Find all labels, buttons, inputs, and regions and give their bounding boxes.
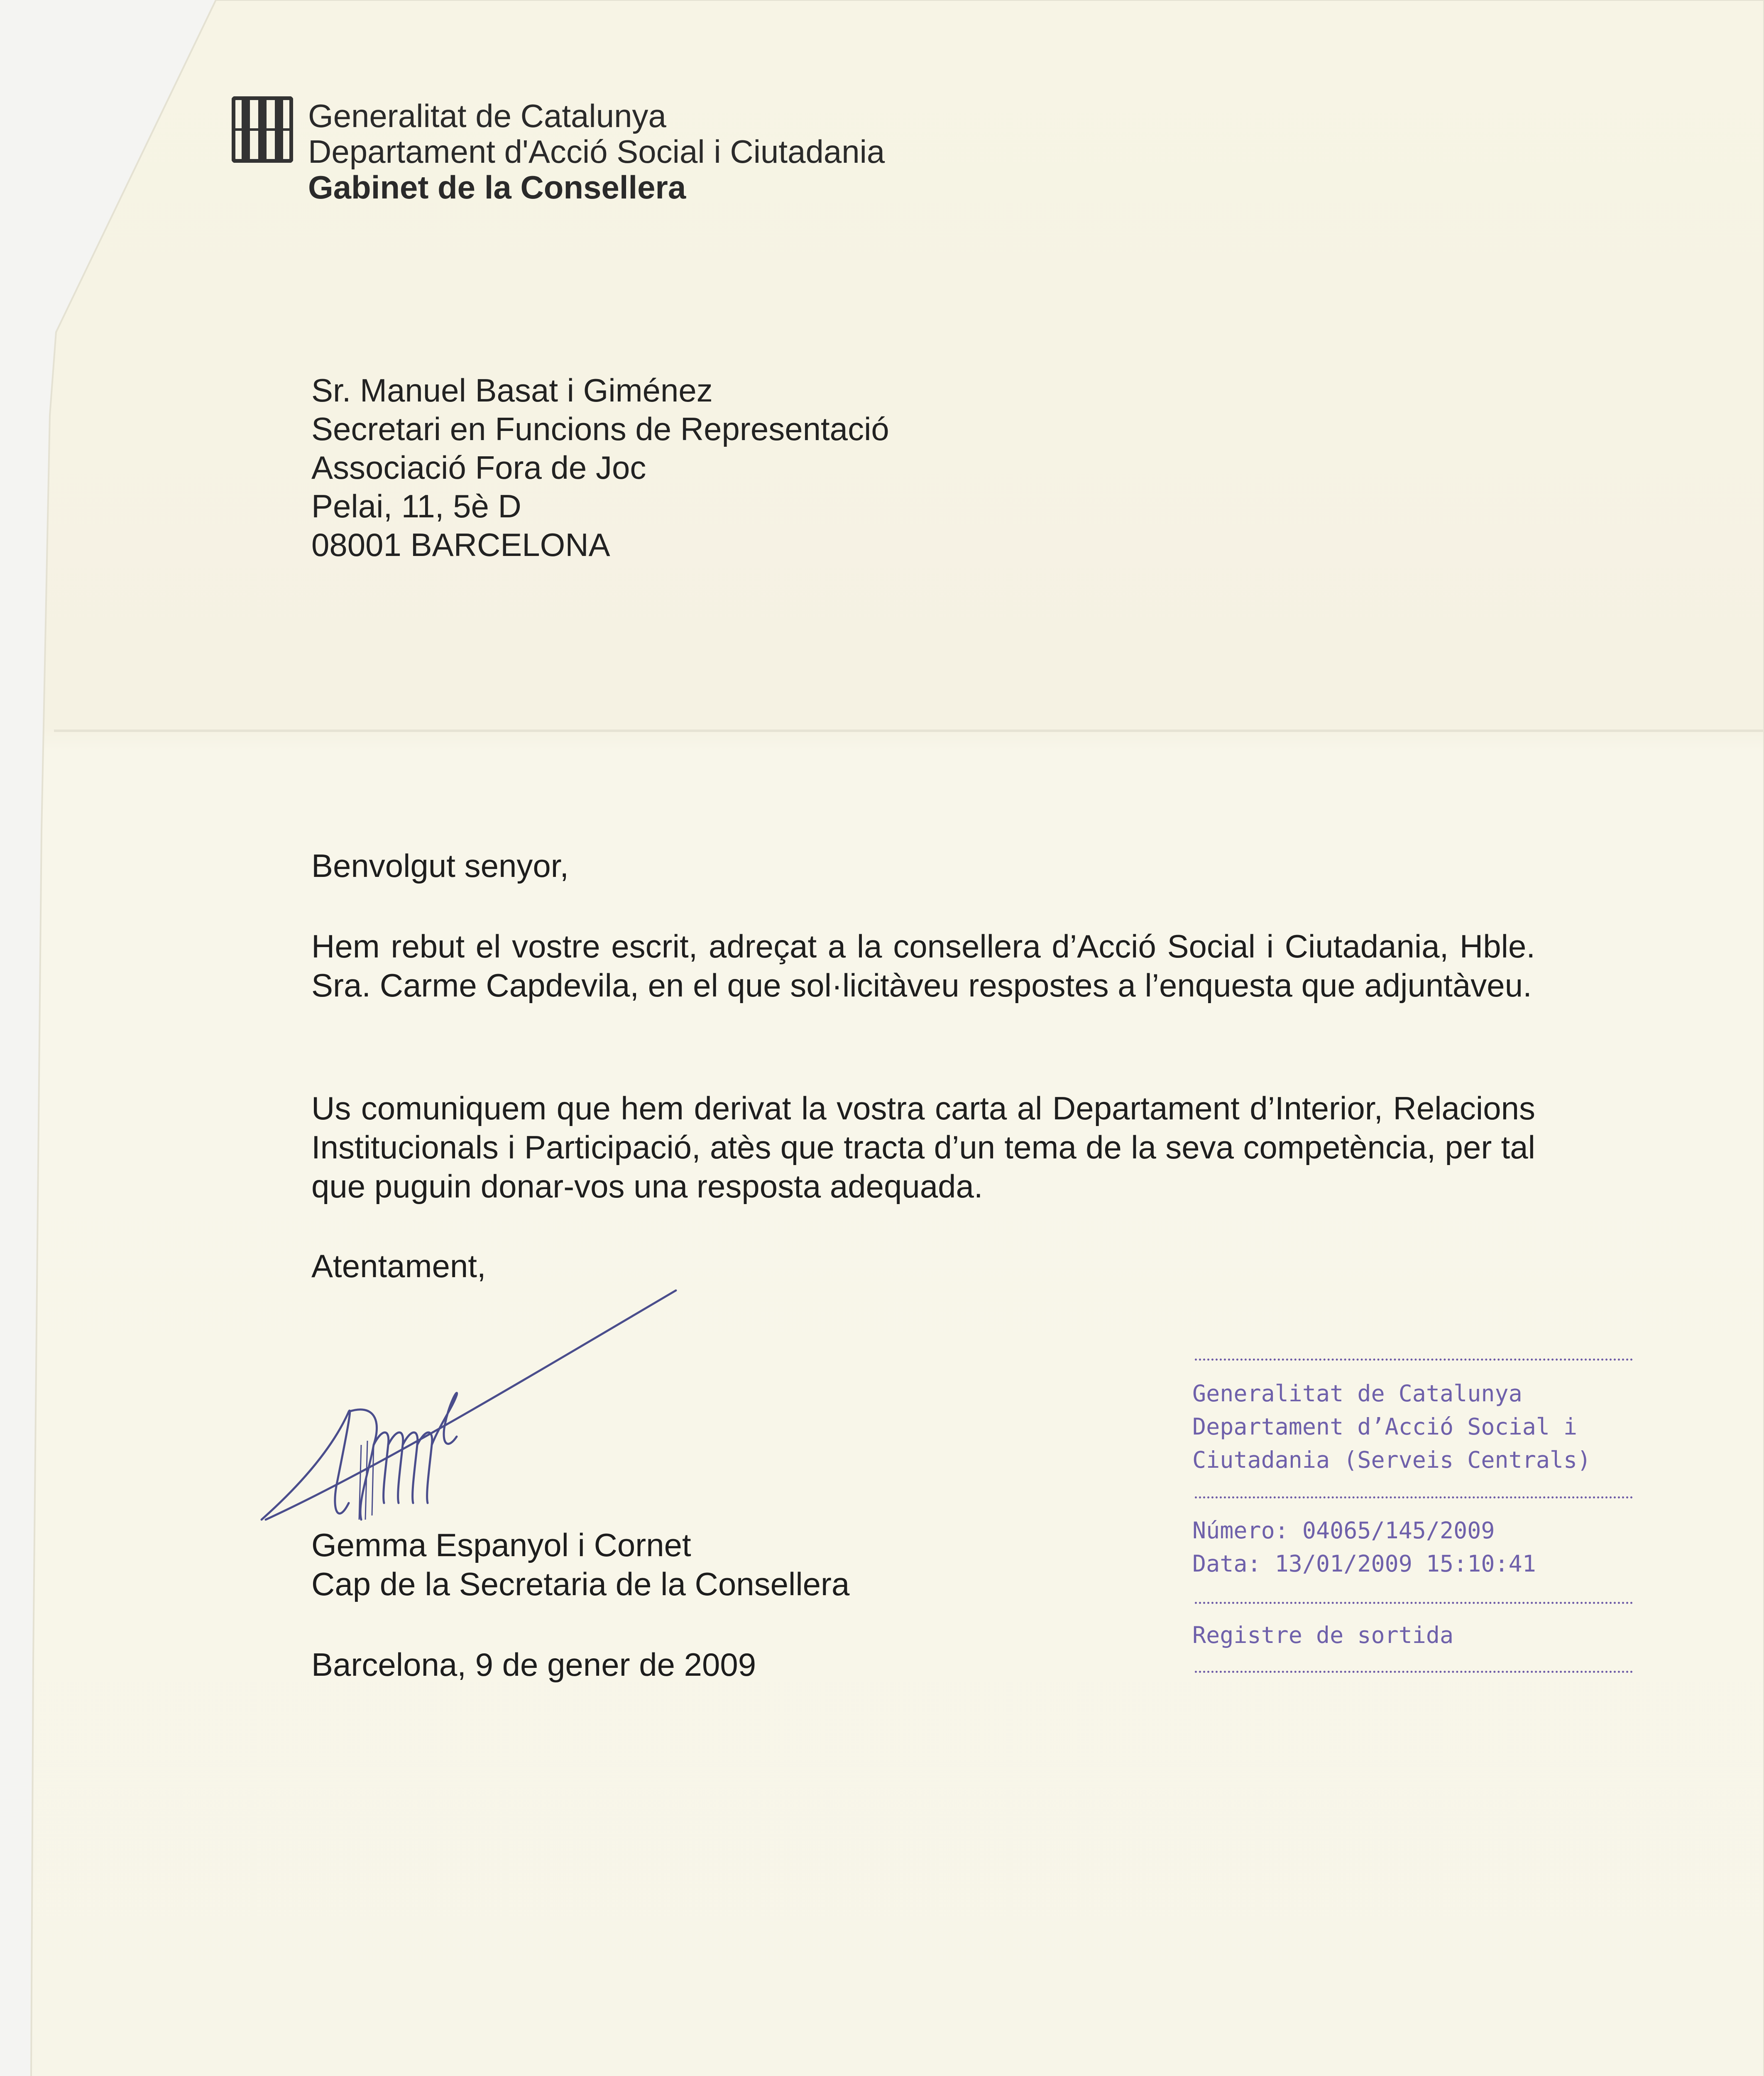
place-date: Barcelona, 9 de gener de 2009 <box>311 1646 756 1683</box>
header-office: Gabinet de la Consellera <box>308 169 686 206</box>
signer-name: Gemma Espanyol i Cornet <box>311 1527 691 1563</box>
header-org-name: Generalitat de Catalunya <box>308 98 666 134</box>
paragraph-1: Hem rebut el vostre escrit, adreçat a la consellera d’Acció Social i Ciutadania, Hble. Sra. Carme Capdevila, en el que sol·licitàveu respostes a l’enquesta que adjuntàveu. <box>311 928 1535 1004</box>
stamp-rule <box>1195 1671 1633 1673</box>
stamp-rule <box>1195 1359 1633 1361</box>
paragraph-2: Us comuniquem que hem derivat la vostra carta al Departament d’Interior, Relacions Institucionals i Participació, atès que tracta d’un tema de la seva competència, per tal que puguin donar-vos una resposta adequada. <box>311 1090 1535 1204</box>
stamp-number: Número: 04065/145/2009 <box>1192 1517 1495 1544</box>
recipient-name: Sr. Manuel Basat i Giménez <box>311 372 713 409</box>
stamp-department: Departament d’Acció Social i <box>1192 1413 1578 1440</box>
recipient-street: Pelai, 11, 5è D <box>311 488 521 524</box>
stamp-rule <box>1195 1496 1633 1498</box>
salutation: Benvolgut senyor, <box>311 847 569 884</box>
recipient-city: 08001 BARCELONA <box>311 526 610 563</box>
closing: Atentament, <box>311 1248 486 1284</box>
generalitat-logo-icon <box>232 96 293 163</box>
signature <box>249 1271 706 1569</box>
stamp-org-name: Generalitat de Catalunya <box>1192 1380 1522 1407</box>
header-department: Departament d'Acció Social i Ciutadania <box>308 133 885 170</box>
stamp-rule <box>1195 1602 1633 1604</box>
stamp-date: Data: 13/01/2009 15:10:41 <box>1192 1550 1536 1577</box>
recipient-organization: Associació Fora de Joc <box>311 449 646 486</box>
stamp-register: Registre de sortida <box>1192 1622 1454 1648</box>
stamp-department-cont: Ciutadania (Serveis Centrals) <box>1192 1447 1591 1473</box>
recipient-title: Secretari en Funcions de Representació <box>311 411 889 447</box>
signer-title: Cap de la Secretaria de la Consellera <box>311 1566 850 1602</box>
